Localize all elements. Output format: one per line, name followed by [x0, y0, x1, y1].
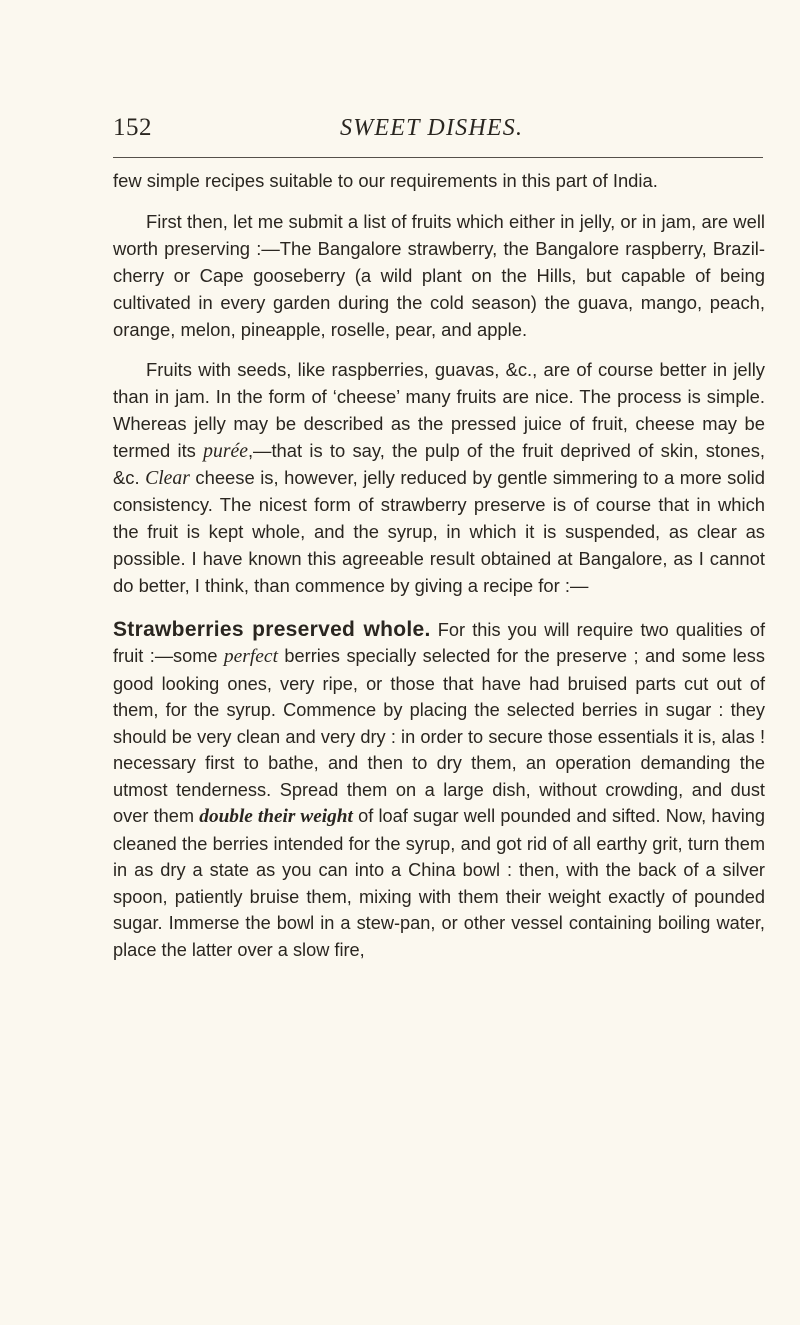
italic-perfect: perfect: [223, 646, 278, 668]
recipe-title: Strawberries preserved whole.: [113, 617, 431, 641]
page-header: [113, 114, 763, 164]
running-head: SWEET DISHES.: [340, 115, 524, 141]
text-run: cheese is, however, jelly reduced by gentle simmering to a more solid consistency. The nicest form of strawberry preserve is of course that in which the fruit is kept whole, and the syrup, in which it is suspended, as clear as possible. I have known this agreeable result obtained at Bangalore, as I cannot do better, I think, than commence by giving a recipe for :—: [113, 467, 765, 596]
paragraph-jelly-cheese: [113, 357, 765, 599]
text-run: Fruits with seeds, like raspberries, guavas, &c., are of course better in jelly than in jam. In the form of ‘cheese’ many fruits are nice. The process is simple. Whereas jelly may be described as the pressed juice of fruit, cheese may be termed its: [113, 359, 765, 462]
text-run: For this you will require two qualities of fruit :—some: [113, 619, 765, 667]
italic-double-their-weight: double their weight: [199, 806, 353, 828]
body-text: [113, 168, 765, 963]
paragraph-fruit-list: First then, let me submit a list of fruits which either in jelly, or in jam, are well worth preserving :—The Bangalore strawberry, the Bangalore raspberry, Brazil-cherry or Cape gooseberry (a wild plant on the Hills, but capable of being cultivated in every garden during the cold season) the guava, mango, peach, orange, melon, pineapple, roselle, pear, and apple.: [113, 210, 765, 340]
text-run: of loaf sugar well pounded and sifted. Now, having cleaned the berries intended for the syrup, and got rid of all earthy grit, turn them in as dry a state as you can into a China bowl : then, with the back of a silver spoon, patiently bruise them, mixing with them their weight exactly of pounded sugar. Immerse the bowl in a stew-pan, or other vessel containing boiling water, place the latter over a slow fire,: [113, 806, 766, 960]
text-run: ,—that is to say, the pulp of the fruit deprived of skin, stones, &c.: [113, 440, 765, 489]
italic-puree: purée: [203, 440, 248, 463]
italic-clear: Clear: [145, 467, 190, 490]
page-number: 152: [113, 114, 152, 141]
text-run: berries specially selected for the preserve ; and some less good looking ones, very ripe, or those that have had bruised parts cut out of them, for the syrup. Commence by placing the selected berries in sugar : they should be very clean and very dry : in order to secure those essentials it is, alas ! necessary first to bathe, and then to dry them, an operation demanding the utmost tenderness. Spread them on a large dish, without crowding, and dust over them: [113, 646, 765, 827]
header-rule: [113, 157, 763, 158]
recipe-strawberries-preserved-whole: [113, 617, 765, 964]
paragraph-continuation: few simple recipes suitable to our requirements in this part of India.: [113, 170, 658, 191]
